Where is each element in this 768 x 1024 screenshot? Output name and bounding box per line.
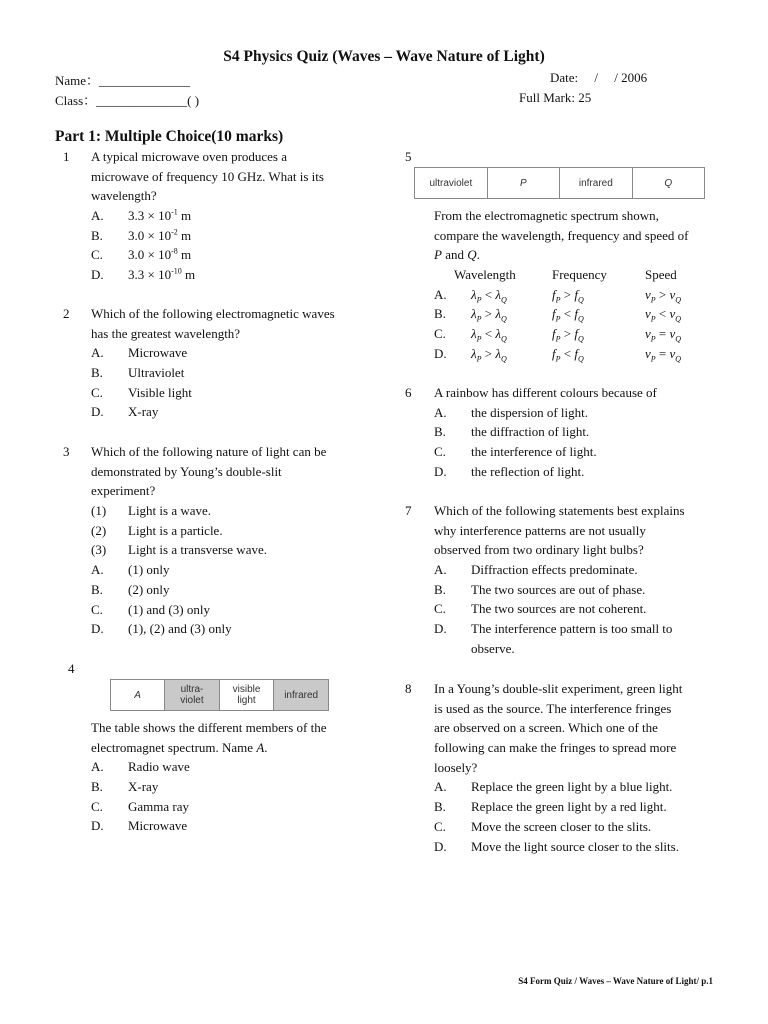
option-a: A. $3.3 \times 10^{-1}$ m [91, 207, 192, 224]
option-d: D. Move the light source closer to the slits. [434, 838, 679, 854]
option-b: B. the diffraction of light. [434, 424, 590, 440]
option-d: D. (1), (2) and (3) only [91, 621, 232, 637]
question-4 [91, 718, 391, 836]
statement-2: (2) Light is a particle. [91, 522, 223, 538]
full-mark: Full Mark: 25 [519, 90, 592, 105]
question-number: 4 [68, 661, 75, 676]
option-d: D. Microwave [91, 818, 188, 834]
option-a: A. (1) only [91, 562, 170, 578]
column-headers [434, 265, 734, 285]
statement-3: (3) Light is a transverse wave. [91, 542, 267, 558]
option-d: D. $\lambda_P > \lambda_Q$ $f_P < f_Q$ $v_P = v_Q$ [434, 345, 682, 364]
question-number: 1 [63, 149, 70, 164]
question-text: is used as the source. The interference fringes [434, 700, 672, 716]
spectrum-cell-a: A [111, 680, 165, 711]
option-c: C. Gamma ray [91, 798, 190, 814]
question-text: microwave of frequency 10 GHz. What is its [91, 168, 324, 184]
option-a: A. Replace the green light by a blue light. [434, 779, 673, 795]
question-text: loosely? [434, 759, 478, 775]
option-b: B. The two sources are out of phase. [434, 581, 646, 597]
header-wavelength: Wavelength [454, 267, 516, 283]
option-c: C. The two sources are not coherent. [434, 601, 647, 617]
question-number: 8 [405, 681, 412, 696]
question-text: demonstrated by Young’s double-slit [91, 463, 282, 479]
page-title: S4 Physics Quiz (Waves – Wave Nature of Light) [223, 48, 545, 65]
question-number: 3 [63, 444, 70, 459]
question-text: observed from two ordinary light bulbs? [434, 542, 644, 558]
spectrum-cell-q: Q [632, 168, 704, 199]
part1-heading: Part 1: Multiple Choice(10 marks) [55, 128, 284, 145]
header-speed: Speed [645, 267, 677, 283]
spectrum-cell-infrared: infrared [274, 680, 329, 711]
question-text: following can make the fringes to spread more [434, 740, 677, 756]
option-c: C. (1) and (3) only [91, 601, 210, 617]
question-text: wavelength? [91, 188, 157, 204]
header-frequency: Frequency [552, 267, 607, 283]
question-text: The table shows the different members of the [91, 720, 327, 735]
option-b: B. X-ray [91, 779, 159, 795]
question-number: 7 [405, 503, 412, 518]
option-c: C. the interference of light. [434, 444, 597, 460]
date-field: Date: / / 2006 [550, 70, 648, 85]
option-d: D. $3.3 \times 10^{-10}$ m [91, 266, 196, 283]
question-text: A typical microwave oven produces a [91, 149, 288, 164]
option-b: B. $3.0 \times 10^{-2}$ m [91, 227, 192, 243]
spectrum-cell-visible: visible light [219, 680, 274, 711]
question-text: From the electromagnetic spectrum shown, [434, 208, 659, 223]
name-field: Name：______________ [55, 73, 191, 88]
spectrum-cell-infrared: infrared [560, 168, 633, 199]
option-b: B. Ultraviolet [91, 365, 185, 381]
question-text: Which of the following electromagnetic waves [91, 306, 335, 321]
question-number: 6 [405, 385, 412, 400]
option-a: A. Diffraction effects predominate. [434, 562, 638, 578]
question-text: compare the wavelength, frequency and speed of [434, 227, 689, 243]
question-text: has the greatest wavelength? [91, 325, 241, 341]
question-text: experiment? [91, 483, 156, 499]
option-c: C. Visible light [91, 384, 192, 400]
option-a: A. the dispersion of light. [434, 404, 588, 420]
class-field: Class：______________( ) [55, 93, 200, 108]
question-number: 5 [405, 149, 412, 164]
option-d-continued: observe. [471, 640, 515, 656]
option-c: C. $\lambda_P < \lambda_Q$ $f_P > f_Q$ $v_P = v_Q$ [434, 326, 682, 344]
option-b: B. $\lambda_P > \lambda_Q$ $f_P < f_Q$ $v_P < v_Q$ [434, 306, 682, 325]
spectrum-cell-p: P [487, 168, 559, 199]
option-d: D. the reflection of light. [434, 463, 585, 479]
question-text: Which of the following statements best explains [434, 503, 685, 518]
option-c: C. $3.0 \times 10^{-8}$ m [91, 247, 192, 263]
statement-1: (1) Light is a wave. [91, 503, 212, 519]
question-text: Which of the following nature of light can be [91, 444, 327, 459]
option-a: A. Radio wave [91, 759, 190, 775]
question-text: A rainbow has different colours because of [434, 385, 657, 400]
option-a: A. $\lambda_P < \lambda_Q$ $f_P > f_Q$ $v_P > v_Q$ [434, 286, 682, 305]
option-d: D. X-ray [91, 404, 159, 420]
question-text: why interference patterns are not usually [434, 522, 646, 538]
question-number: 2 [63, 306, 70, 321]
option-b: B. Replace the green light by a red light. [434, 799, 667, 815]
spectrum-table-q5 [414, 167, 705, 199]
question-5 [434, 206, 734, 364]
question-text: are observed on a screen. Which one of the [434, 720, 658, 736]
spectrum-cell-ultraviolet: ultra- violet [165, 680, 220, 711]
question-text: electromagnet spectrum. Name A. [91, 739, 268, 755]
spectrum-cell-ultraviolet: ultraviolet [415, 168, 488, 199]
question-text: In a Young’s double-slit experiment, green light [434, 681, 683, 696]
option-d: D. The interference pattern is too small to [434, 621, 673, 637]
option-a: A. Microwave [91, 345, 188, 361]
option-b: B. (2) only [91, 581, 170, 597]
option-c: C. Move the screen closer to the slits. [434, 818, 652, 834]
question-text: P and Q. [434, 247, 480, 263]
spectrum-table-q4 [110, 679, 329, 711]
page-footer: S4 Form Quiz / Waves – Wave Nature of Light/ p.1 [518, 976, 713, 986]
